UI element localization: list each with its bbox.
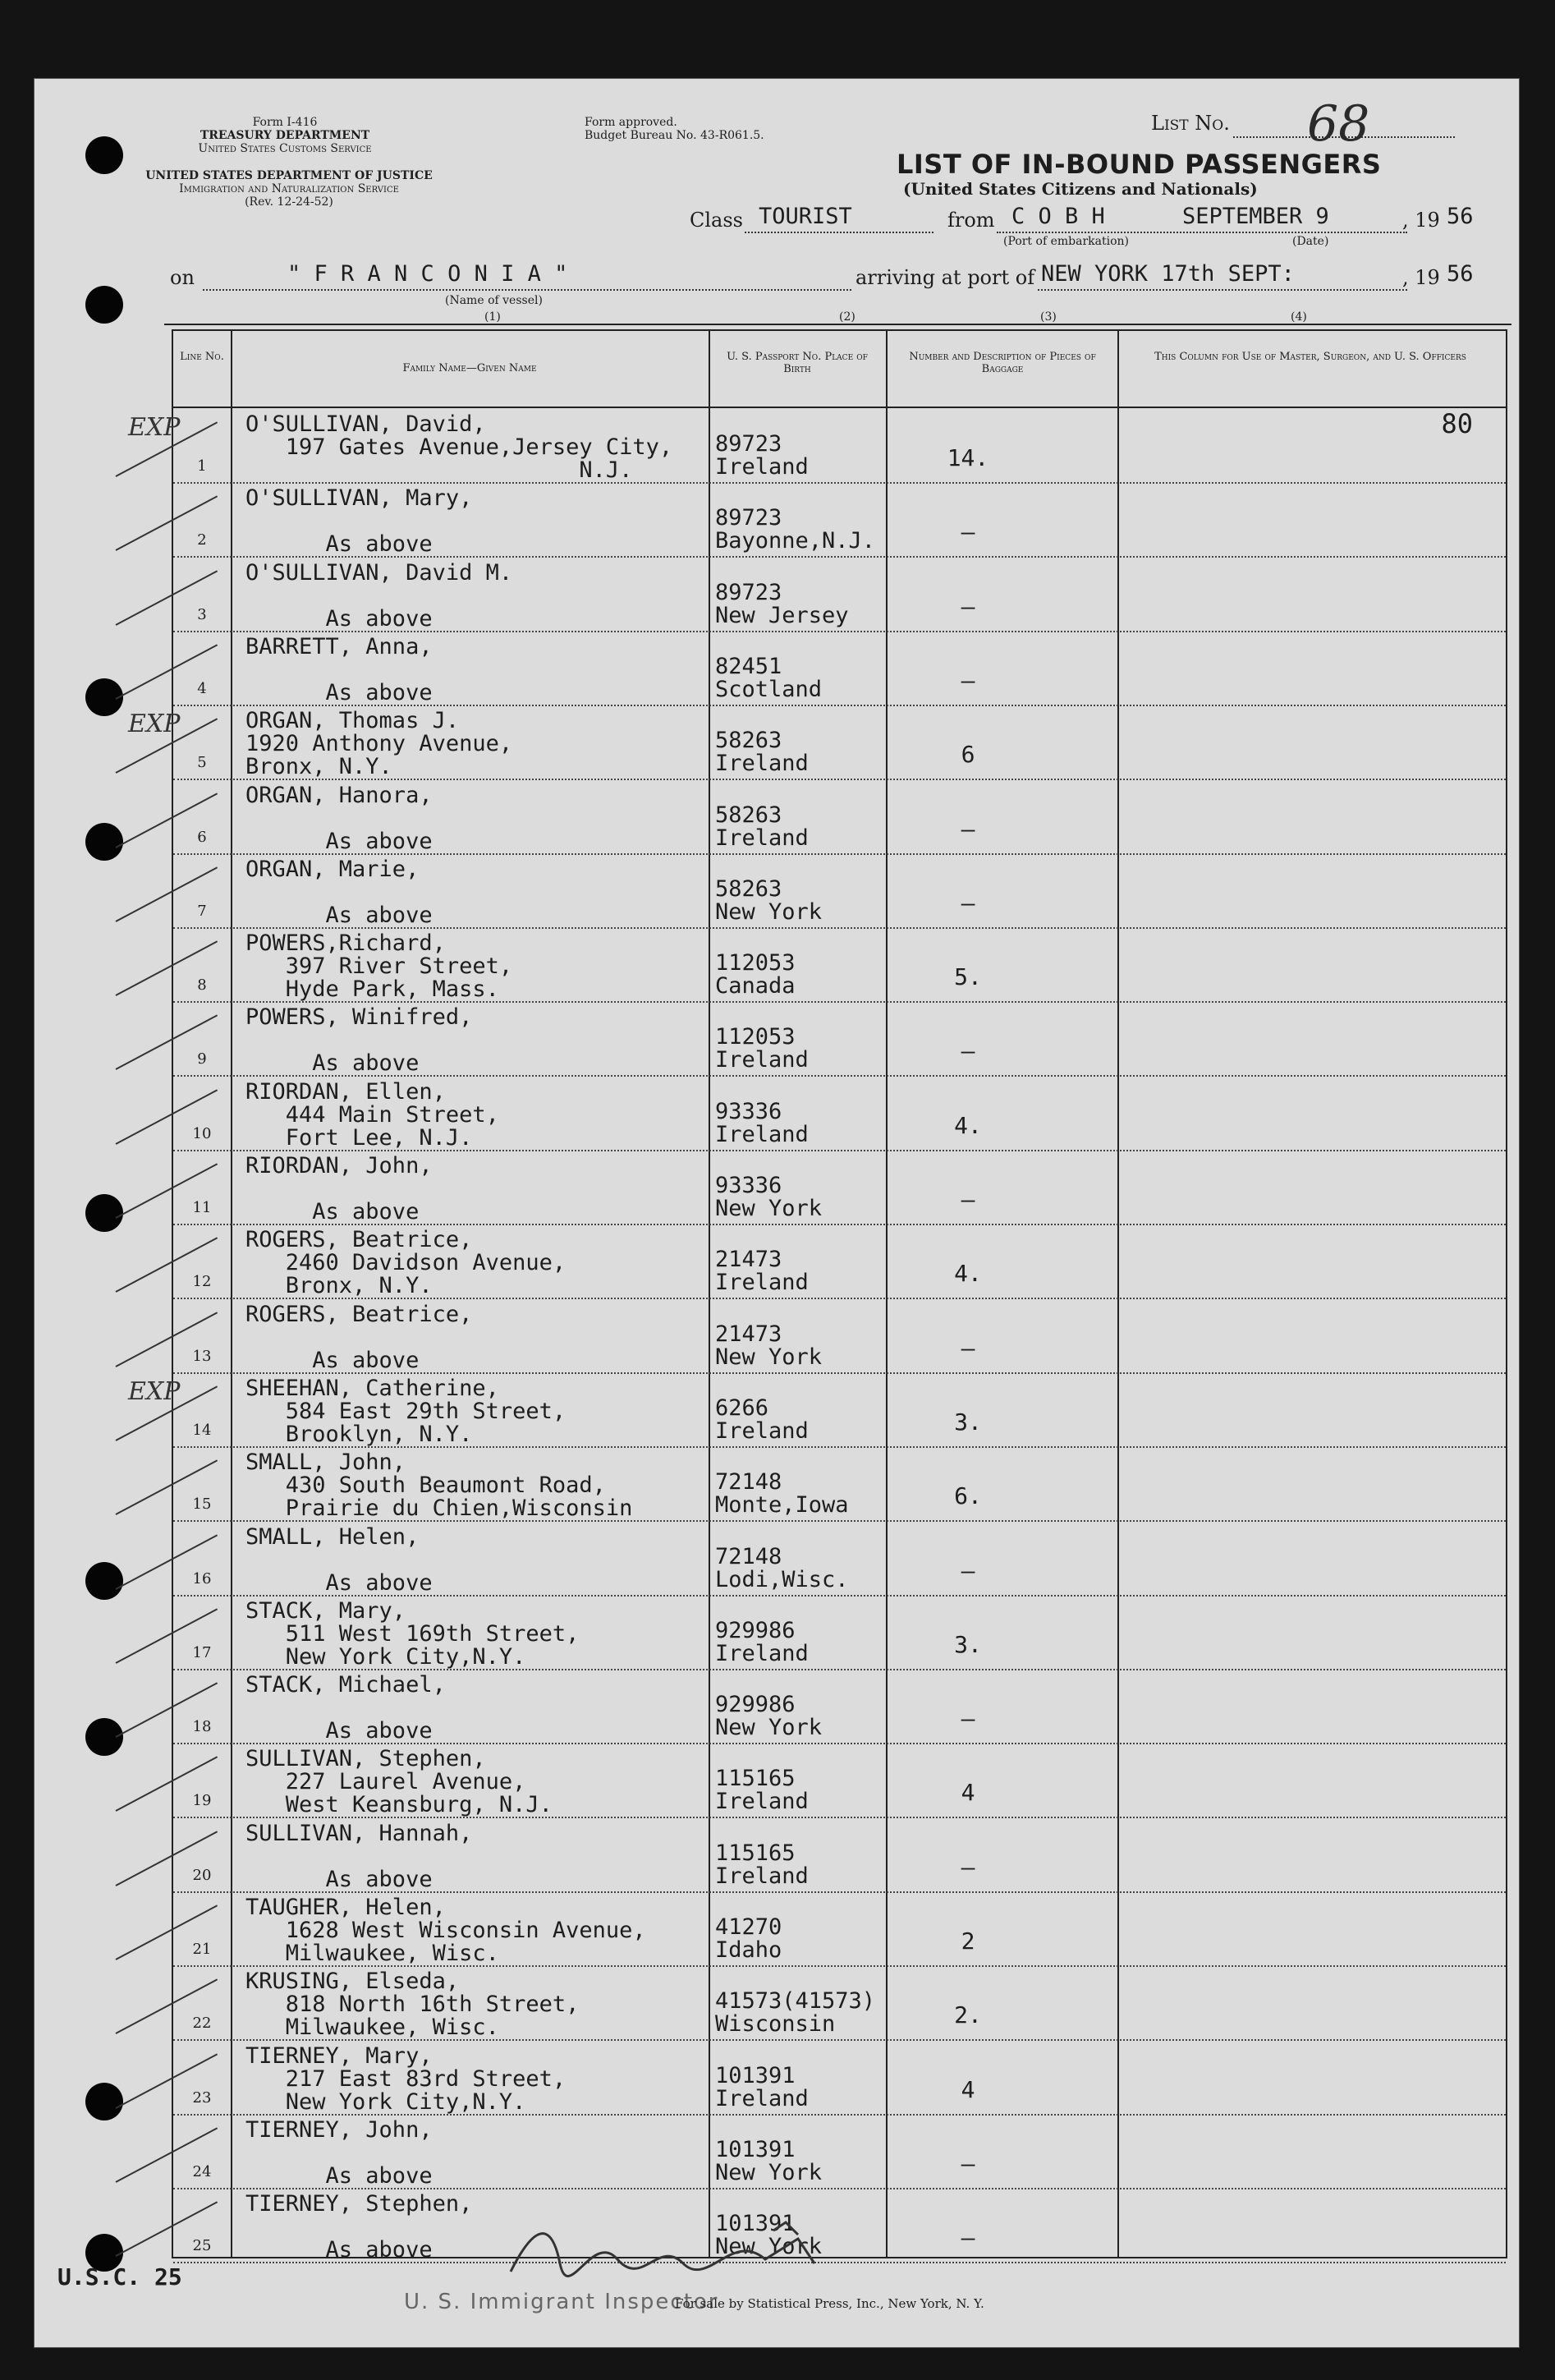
passenger-address: Hyde Park, Mass. (245, 976, 499, 1003)
inspector-signature (502, 2214, 847, 2288)
binder-hole (85, 1194, 123, 1232)
passport-number: 58263 (715, 728, 782, 754)
table-row (173, 1891, 1506, 1967)
passenger-address: As above (245, 2237, 433, 2263)
colnum-4: (4) (1291, 310, 1307, 324)
baggage-count: 2. (954, 2001, 982, 2029)
vessel-name: " F R A N C O N I A " (287, 261, 568, 287)
passenger-name: SHEEHAN, Catherine, (245, 1375, 499, 1401)
passenger-address: 2460 Davidson Avenue, (245, 1250, 566, 1276)
passport-number: 21473 (715, 1321, 782, 1347)
line-number: 16 (192, 1569, 212, 1587)
passenger-name: TIERNEY, Stephen, (245, 2191, 473, 2217)
passenger-name: KRUSING, Elseda, (245, 1969, 460, 1995)
place-of-birth: Bayonne,N.J. (715, 528, 876, 554)
line-number: 18 (192, 1718, 212, 1736)
class-label: Class (690, 209, 743, 232)
line-number: 7 (197, 902, 207, 920)
line-number: 13 (192, 1347, 212, 1365)
baggage-count: 4 (961, 1779, 975, 1807)
binder-hole (85, 286, 123, 324)
place-of-birth: Ireland (715, 1640, 809, 1666)
line-number: 8 (197, 976, 207, 995)
line-number: 14 (192, 1421, 212, 1439)
table-row (128, 1372, 1506, 1448)
baggage-count: – (961, 2149, 975, 2177)
line-number: 3 (197, 605, 207, 623)
port-of-embarkation: C O B H (1011, 204, 1105, 229)
passenger-name: TIERNEY, John, (245, 2116, 433, 2143)
port-caption: (Port of embarkation) (1003, 235, 1129, 248)
passenger-table (128, 329, 1507, 2263)
table-row (173, 631, 1506, 706)
line-number: 11 (192, 1199, 212, 1216)
table-row (173, 2040, 1506, 2116)
table-row (173, 927, 1506, 1003)
passenger-address: As above (245, 1718, 433, 1744)
baggage-count: 4 (961, 2075, 975, 2103)
table-row (173, 557, 1506, 632)
line-number: 22 (192, 2015, 212, 2033)
passport-number: 101391 (715, 2062, 796, 2088)
passport-number: 89723 (715, 579, 782, 605)
passport-number: 58263 (715, 802, 782, 828)
place-of-birth: Wisconsin (715, 2011, 836, 2038)
baggage-count: – (961, 2224, 975, 2252)
colnum-3: (3) (1040, 310, 1057, 324)
exp-annotation: EXP (128, 413, 181, 442)
passenger-name: O'SULLIVAN, David, (245, 411, 486, 437)
place-of-birth: New York (715, 898, 823, 925)
footer-code: U.S.C. 25 (57, 2263, 182, 2290)
passport-number: 6266 (715, 1394, 769, 1421)
place-of-birth: Scotland (715, 676, 823, 702)
passenger-address: As above (245, 1347, 420, 1373)
passenger-address: 430 South Beaumont Road, (245, 1473, 606, 1499)
passport-number: 93336 (715, 1173, 782, 1198)
binder-hole (85, 1562, 123, 1600)
printer-credit: For sale by Statistical Press, Inc., New York, N. Y. (675, 2296, 984, 2311)
table-row (173, 1150, 1506, 1225)
line-number: 17 (192, 1643, 212, 1661)
passenger-address: Milwaukee, Wisc. (245, 1941, 499, 1966)
year-prefix: , 19 (1402, 209, 1440, 232)
passport-number: 72148 (715, 1543, 782, 1569)
passport-number: 115165 (715, 1840, 796, 1866)
binder-hole (85, 823, 123, 861)
passenger-name: SULLIVAN, Hannah, (245, 1820, 473, 1846)
table-row (173, 1743, 1506, 1818)
table-row (128, 408, 1506, 484)
passport-number: 115165 (715, 1766, 796, 1792)
place-of-birth: Ireland (715, 1417, 809, 1444)
line-number: 2 (197, 531, 207, 549)
passenger-address: As above (245, 531, 433, 558)
passenger-name: ROGERS, Beatrice, (245, 1301, 473, 1327)
col-header-officers: This Column for Use of Master, Surgeon, and U. S. Officers (1154, 351, 1466, 363)
table-top-rule (164, 324, 1511, 329)
place-of-birth: New York (715, 2159, 823, 2185)
baggage-count: – (961, 518, 975, 546)
passenger-name: ORGAN, Hanora, (245, 782, 433, 808)
table-row (173, 482, 1506, 558)
baggage-count: – (961, 1334, 975, 1362)
baggage-count: – (961, 1705, 975, 1733)
passenger-name: TIERNEY, Mary, (245, 2042, 433, 2069)
form-justice-block: UNITED STATES DEPARTMENT OF JUSTICE Immigration and Naturalization Service (Rev. 12-24-52) (145, 169, 433, 209)
baggage-count: 4. (954, 1111, 982, 1139)
passport-number: 101391 (715, 2211, 796, 2237)
table-row (173, 1224, 1506, 1299)
passenger-name: POWERS, Winifred, (245, 1004, 473, 1031)
colnum-1: (1) (484, 310, 501, 324)
passenger-address: As above (245, 1199, 420, 1224)
passenger-address: As above (245, 1569, 433, 1596)
place-of-birth: Ireland (715, 1789, 809, 1815)
col-header-name: Family Name—Given Name (402, 362, 537, 374)
passenger-address: As above (245, 828, 433, 854)
passenger-address: New York City,N.Y. (245, 1643, 526, 1670)
place-of-birth: New York (715, 1344, 823, 1370)
passport-number: 112053 (715, 950, 796, 976)
passport-number: 929986 (715, 1692, 796, 1718)
baggage-count: 3. (954, 1630, 982, 1658)
binder-hole (85, 136, 123, 174)
passenger-address: Bronx, N.Y. (245, 1273, 433, 1299)
passenger-address: As above (245, 1866, 433, 1892)
table-row (173, 1965, 1506, 2041)
table-row (173, 1595, 1506, 1670)
page-subtitle: (United States Citizens and Nationals) (903, 179, 1258, 199)
passenger-address: Brooklyn, N.Y. (245, 1421, 473, 1447)
place-of-birth: Ireland (715, 2085, 809, 2111)
place-of-birth: Ireland (715, 825, 809, 851)
passport-number: 72148 (715, 1469, 782, 1496)
passenger-name: STACK, Michael, (245, 1672, 446, 1698)
arrival-port-date: NEW YORK 17th SEPT: (1041, 261, 1295, 287)
place-of-birth: Lodi,Wisc. (715, 1566, 849, 1592)
officer-note: 80 (1441, 408, 1473, 439)
passenger-list-sheet (34, 79, 1519, 2347)
place-of-birth: New York (715, 1196, 823, 1221)
passenger-address: Prairie du Chien,Wisconsin (245, 1496, 633, 1522)
line-number: 9 (197, 1050, 207, 1068)
list-number-handwritten: 68 (1307, 95, 1370, 153)
colnum-2: (2) (839, 310, 855, 324)
passenger-address: 444 Main Street, (245, 1101, 499, 1128)
table-row (128, 705, 1506, 780)
baggage-count: – (961, 666, 975, 694)
passport-number: 929986 (715, 1617, 796, 1643)
from-label: from (947, 209, 995, 232)
passenger-address: 511 West 169th Street, (245, 1620, 580, 1647)
passenger-name: SULLIVAN, Stephen, (245, 1746, 486, 1772)
line-number: 10 (192, 1124, 212, 1142)
place-of-birth: Ireland (715, 1270, 809, 1296)
passenger-address: 197 Gates Avenue,Jersey City, (245, 434, 673, 460)
passport-number: 41270 (715, 1914, 782, 1940)
table-row (173, 1076, 1506, 1151)
baggage-count: – (961, 889, 975, 917)
passenger-address: Fort Lee, N.J. (245, 1124, 473, 1151)
table-row (173, 1817, 1506, 1893)
passport-number: 21473 (715, 1247, 782, 1273)
date-caption: (Date) (1292, 235, 1329, 248)
baggage-count: – (961, 1037, 975, 1065)
page-title: LIST OF IN-BOUND PASSENGERS (897, 149, 1382, 180)
year-value-2: 56 (1447, 261, 1474, 287)
baggage-count: 6. (954, 1482, 982, 1510)
passenger-name: POWERS,Richard, (245, 930, 446, 957)
baggage-count: 4. (954, 1260, 982, 1288)
place-of-birth: New York (715, 2234, 823, 2260)
place-of-birth: New York (715, 1715, 823, 1741)
passenger-address: 227 Laurel Avenue, (245, 1769, 526, 1795)
vessel-caption: (Name of vessel) (445, 294, 543, 307)
place-of-birth: Ireland (715, 454, 809, 480)
passenger-address: Milwaukee, Wisc. (245, 2015, 499, 2041)
line-number: 23 (192, 2088, 212, 2107)
line-number: 21 (192, 1941, 212, 1958)
place-of-birth: Monte,Iowa (715, 1492, 849, 1519)
passenger-name: RIORDAN, Ellen, (245, 1078, 446, 1105)
passenger-address: N.J. (245, 457, 633, 483)
form-approval: Form approved. Budget Bureau No. 43-R061.5. (585, 116, 764, 142)
table-row (173, 779, 1506, 855)
passport-number: 58263 (715, 875, 782, 902)
passenger-address: West Keansburg, N.J. (245, 1792, 553, 1818)
line-number: 19 (192, 1792, 212, 1810)
class-value: TOURIST (759, 204, 852, 229)
baggage-count: – (961, 592, 975, 620)
place-of-birth: Ireland (715, 1121, 809, 1147)
table-row (173, 1298, 1506, 1374)
arriving-label: arriving at port of (855, 266, 1035, 289)
date-value: SEPTEMBER 9 (1182, 204, 1329, 229)
place-of-birth: Ireland (715, 1047, 809, 1073)
passport-number: 89723 (715, 505, 782, 531)
table-row (173, 1446, 1506, 1522)
table-row (173, 1669, 1506, 1744)
line-number: 5 (197, 754, 207, 772)
baggage-count: 5. (954, 963, 982, 991)
passenger-address: 1920 Anthony Avenue, (245, 731, 513, 757)
passenger-address: As above (245, 902, 433, 928)
passenger-address: As above (245, 679, 433, 705)
line-number: 6 (197, 828, 207, 846)
passport-number: 101391 (715, 2136, 796, 2162)
col-header-line-no: Line No. (180, 351, 224, 363)
line-number: 15 (192, 1496, 212, 1514)
exp-annotation: EXP (128, 710, 181, 739)
year-prefix-2: , 19 (1402, 266, 1440, 289)
baggage-count: – (961, 1853, 975, 1881)
baggage-count: 14. (947, 444, 989, 471)
on-label: on (170, 266, 195, 289)
place-of-birth: Ireland (715, 751, 809, 777)
passenger-address: 1628 West Wisconsin Avenue, (245, 1918, 646, 1943)
baggage-count: – (961, 1556, 975, 1584)
passenger-address: 217 East 83rd Street, (245, 2065, 566, 2092)
passenger-address: 584 East 29th Street, (245, 1398, 566, 1424)
passenger-name: STACK, Mary, (245, 1597, 406, 1624)
passenger-name: ORGAN, Thomas J. (245, 708, 460, 734)
passenger-name: ORGAN, Marie, (245, 856, 420, 882)
passport-number: 89723 (715, 431, 782, 457)
passenger-name: RIORDAN, John, (245, 1153, 433, 1179)
passenger-name: SMALL, Helen, (245, 1523, 420, 1550)
line-number: 25 (192, 2237, 212, 2255)
line-number: 24 (192, 2162, 212, 2180)
passport-number: 93336 (715, 1098, 782, 1124)
passenger-address: 397 River Street, (245, 953, 513, 980)
baggage-count: 6 (961, 741, 975, 769)
passenger-address: As above (245, 2162, 433, 2189)
exp-annotation: EXP (128, 1376, 181, 1406)
passenger-address: As above (245, 1050, 420, 1077)
passenger-name: ROGERS, Beatrice, (245, 1227, 473, 1253)
table-row (173, 853, 1506, 929)
passenger-name: O'SULLIVAN, Mary, (245, 485, 473, 512)
binder-hole (85, 2083, 123, 2120)
baggage-count: 3. (954, 1408, 982, 1436)
passport-number: 112053 (715, 1024, 796, 1050)
col-header-baggage: Number and Description of Pieces of Baggage (909, 351, 1096, 375)
line-number: 1 (197, 457, 207, 475)
table-row (173, 1001, 1506, 1077)
passenger-address: As above (245, 605, 433, 632)
passport-number: 41573(41573) (715, 1988, 876, 2015)
table-row (173, 2114, 1506, 2189)
line-number: 12 (192, 1273, 212, 1291)
place-of-birth: Ireland (715, 1863, 809, 1889)
list-number: List No. 68 (1151, 112, 1230, 135)
passenger-address: 818 North 16th Street, (245, 1992, 580, 2018)
passenger-address: New York City,N.Y. (245, 2088, 526, 2115)
table-row (173, 1521, 1506, 1597)
place-of-birth: Canada (715, 973, 796, 999)
inspector-stamp: U. S. Immigrant Inspector (404, 2290, 719, 2314)
year-value: 56 (1447, 204, 1474, 229)
passenger-name: SMALL, John, (245, 1450, 406, 1476)
baggage-count: – (961, 815, 975, 843)
passenger-address: Bronx, N.Y. (245, 754, 392, 780)
passenger-name: TAUGHER, Helen, (245, 1895, 446, 1920)
passport-number: 82451 (715, 653, 782, 679)
passenger-name: BARRETT, Anna, (245, 633, 433, 659)
baggage-count: 2 (961, 1927, 975, 1955)
passenger-name: O'SULLIVAN, David M. (245, 559, 513, 586)
form-dept-block: Form I-416 TREASURY DEPARTMENT United States Customs Service (198, 116, 372, 155)
baggage-count: – (961, 1186, 975, 1213)
line-number: 20 (192, 1866, 212, 1884)
place-of-birth: Idaho (715, 1937, 782, 1963)
line-number: 4 (197, 679, 207, 697)
col-header-passport: U. S. Passport No. Place of Birth (727, 351, 868, 375)
place-of-birth: New Jersey (715, 602, 849, 628)
